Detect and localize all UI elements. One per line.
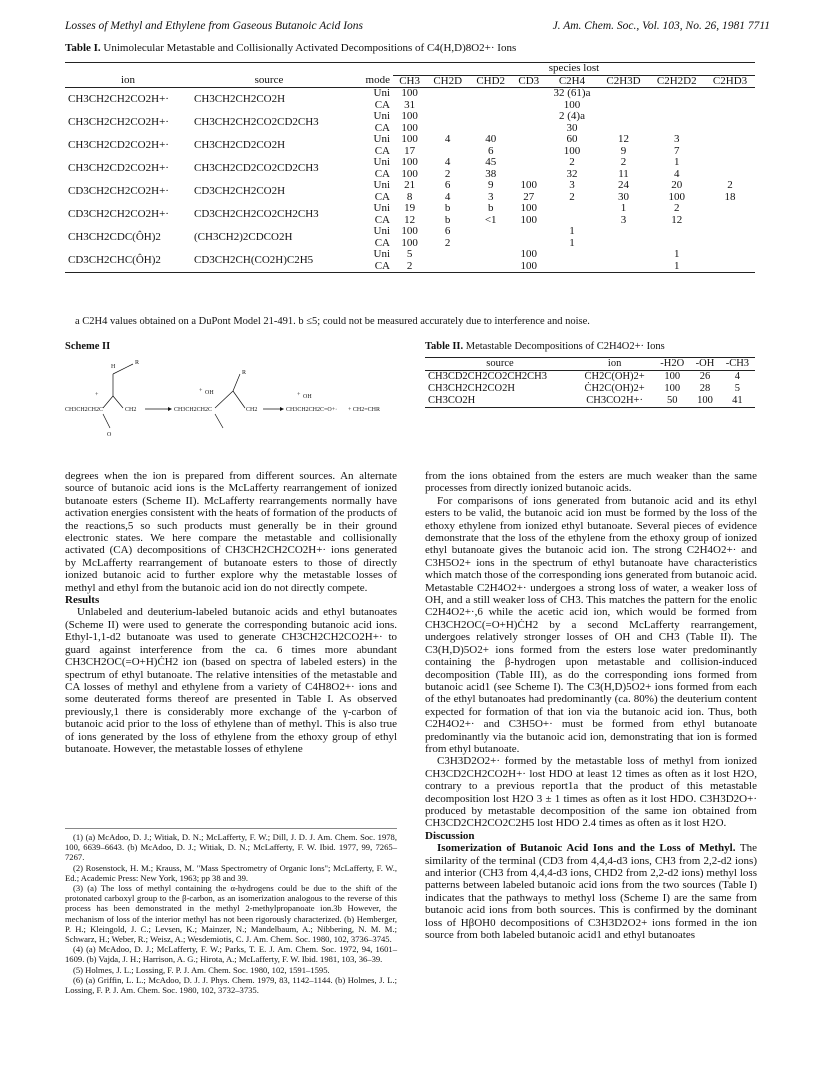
reference-item: (5) Holmes, J. L.; Lossing, F. P. J. Am. Chem. Soc. 1980, 102, 1591–1595. — [73, 964, 330, 975]
table-cell: 41 — [732, 395, 743, 406]
value-cell: 8 — [406, 190, 413, 203]
value-cell: 32 — [566, 167, 578, 180]
value-cell: b — [444, 202, 451, 214]
value-cell: 38 — [485, 167, 497, 180]
value-cell — [705, 123, 755, 135]
value-cell: 9 — [620, 144, 627, 157]
source-cell: CH3CH2CD2CO2H — [194, 138, 286, 151]
table-row — [425, 395, 755, 408]
source-cell: CD3CH2CH2CO2CH2CH3 — [194, 207, 319, 220]
value-cell: 27 — [523, 190, 535, 203]
value-cell: 100 — [401, 236, 418, 249]
table-cell: 28 — [699, 383, 711, 394]
value-cell: 21 — [404, 179, 416, 191]
results-paragraph: Unlabeled and deuterium-labeled butanoic acids and ethyl butanoates (Scheme II) were used to generate the corresponding butanoic acid ions. Ethyl-1,1-d2 butanoate was used to generate CH3CH2CH2CO2H+· to guard against interference from the ca. 6 times more abundant CH3CH2OC(=O+H)ĊH2 ion (based on spectra of labeled esters) in the spectrum of ethyl butanoate. The relative intensities of the metastable and CA losses of methyl and ethylene from a variety of C4H8O2+· ions and some deuterated forms thereof are presented in Table I. As observed previously,1 there is considerably more exchange of the γ-carbon of butanoic acid prior to the loss of ethylene than of methyl. This is also true of ions generated by the loss of ethylene from the ethoxy group of ethyl butanoate. However, the metastable losses of ethylene — [65, 606, 397, 755]
value-cell: 30 — [566, 121, 578, 134]
header-citation: J. Am. Chem. Soc., Vol. 103, No. 26, 1981 7711 — [552, 20, 770, 32]
value-cell — [599, 111, 649, 123]
value-cell: 32 (61)a — [553, 87, 591, 99]
ion-cell: CH3CH2CH2CO2H+· — [68, 92, 169, 105]
col-ion: ion — [120, 74, 136, 86]
body-paragraph: from the ions obtained from the esters are much weaker than the same processes from directly ionized butanoic acids. — [425, 470, 757, 495]
value-cell: 1 — [569, 236, 575, 249]
mode-cell: Uni — [373, 225, 390, 237]
source-cell: CD3CH2CH(CO2H)C2H5 — [194, 253, 314, 266]
species-column-header: CH3 — [399, 74, 420, 87]
value-cell — [469, 226, 512, 238]
value-cell: 1 — [674, 248, 680, 260]
value-cell — [469, 88, 512, 100]
value-cell: 100 — [520, 259, 538, 272]
t2-col-source: source — [486, 358, 514, 369]
mode-cell: Uni — [373, 133, 390, 145]
value-cell: 100 — [520, 213, 538, 226]
value-cell — [648, 100, 705, 112]
intro-paragraph: degrees when the ion is prepared from different sources. An alternate source of butanoic acid ions is the McLafferty rearrangement of ionized butanoate esters (Scheme II). McLafferty rearrangements normally have activation energies consistent with the heats of formation of the products of the reactions,5 so such products must generally be in their ground electronic states. We here compare the metastable and collisionally activated (CA) decompositions of CH3CH2CH2CO2H+· ions generated by McLafferty rearrangement of butanoate esters to those of directly ionized butanoic acid to further explore why the metastable losses of methyl and ethyl from the butanoic acid ion do not directly compete. — [65, 470, 397, 594]
value-cell: 100 — [563, 98, 581, 111]
results-heading: Results — [65, 594, 100, 607]
table-row — [65, 88, 755, 100]
value-cell: 100 — [520, 248, 538, 260]
table2-caption-text: Metastable Decompositions of C2H4O2+· Ions — [465, 341, 665, 352]
running-header — [65, 20, 770, 36]
value-cell: 18 — [724, 190, 736, 203]
mode-cell: CA — [374, 98, 390, 111]
value-cell: 100 — [401, 225, 418, 237]
discussion-paragraph — [425, 842, 757, 941]
value-cell: 6 — [444, 179, 451, 191]
ion-cell: CH3CH2CD2CO2H+· — [68, 138, 169, 151]
scheme-label: CH3CH2CH2C — [174, 407, 213, 413]
value-cell: 6 — [444, 225, 451, 237]
table-row — [65, 111, 755, 123]
value-cell — [599, 249, 649, 261]
value-cell — [705, 261, 755, 273]
value-cell: 3 — [674, 133, 680, 145]
scheme-label: + — [297, 392, 301, 398]
references — [65, 828, 397, 995]
table-cell: 100 — [664, 371, 681, 382]
reference-item: (3) (a) The loss of methyl containing the α-hydrogens could be due to the shift of the protonated carboxyl group to the β-carbon, as an isomerization analogous to the reverse of this process has been demonstrated in the methyl 2-methylpropanoate ion.3b However, the mechanism of loss of the interior methyl has not been rigorously characterized. (b) Hemberger, P. H.; Kleingold, J. C.; Levsen, K.; Mainzer, N.; Mandelbaum, A.; Nibbering, N. M. M.; Schwarz, H.; Weber, R.; Weisz, A.; Wesdemiotis, C. J. Am. Chem. Soc. 1980, 102, 3736–3745. — [65, 883, 397, 945]
t2-col-ch3: -CH3 — [725, 358, 750, 369]
value-cell: 40 — [485, 133, 497, 145]
mode-cell: CA — [374, 167, 390, 180]
value-cell: 1 — [569, 225, 575, 237]
value-cell: 6 — [487, 144, 494, 157]
species-column-header: C2H4 — [558, 74, 586, 87]
value-cell — [648, 226, 705, 238]
value-cell: 1 — [674, 259, 680, 272]
value-cell: 3 — [620, 213, 627, 226]
ion-cell: CD3CH2CH2CO2H+· — [68, 207, 169, 220]
scheme-label: R — [135, 360, 140, 366]
scheme-label: OH — [205, 390, 214, 396]
table-cell: 26 — [699, 371, 711, 382]
table-cell: 50 — [667, 395, 678, 406]
source-cell: CH3CH2CH2CO2H — [194, 92, 286, 105]
value-cell: 100 — [563, 144, 581, 157]
table-row — [65, 203, 755, 215]
value-cell: 100 — [668, 190, 686, 203]
table-cell: ĊH2C(OH)2+ — [584, 383, 645, 394]
value-cell: 100 — [401, 156, 418, 168]
value-cell: 4 — [444, 156, 451, 168]
mode-cell: Uni — [373, 156, 390, 168]
mode-cell: Uni — [373, 110, 390, 122]
mode-cell: Uni — [373, 202, 390, 214]
ion-cell: CH3CH2CH2CO2H+· — [68, 115, 169, 128]
value-cell — [648, 88, 705, 100]
scheme-label: + — [199, 388, 203, 394]
species-column-header: CHD2 — [476, 74, 506, 87]
table-cell: CH3CO2H+· — [586, 395, 643, 406]
value-cell: 1 — [674, 156, 680, 168]
value-cell — [545, 261, 598, 273]
value-cell: 3 — [487, 190, 494, 203]
value-cell: 4 — [674, 167, 680, 180]
reference-item: (1) (a) McAdoo, D. J.; Witiak, D. N.; McLafferty, F. W.; Dill, J. D. J. Am. Chem. Soc. 1978, 100, 6639–6643. (b) McAdoo, D. J.; Witiak, D. N.; McLafferty, F. W. Ibid. 1977, 99, 7265–7267. — [65, 832, 397, 863]
table-cell: CH3CO2H — [428, 395, 476, 406]
t2-col-ion: ion — [607, 358, 622, 369]
value-cell — [512, 88, 545, 100]
source-cell: (CH3CH2)2CDCO2H — [194, 230, 293, 243]
mode-cell: CA — [374, 190, 390, 203]
ion-cell: CD3CH2CHC(ÔH)2 — [68, 253, 161, 266]
scheme-caption: Scheme II — [65, 341, 111, 352]
ion-cell: CH3CH2CD2CO2H+· — [68, 161, 169, 174]
value-cell — [469, 111, 512, 123]
value-cell — [599, 238, 649, 250]
value-cell — [599, 226, 649, 238]
mode-cell: Uni — [373, 248, 390, 260]
scheme-label: + — [95, 392, 99, 398]
value-cell — [426, 100, 469, 112]
value-cell: 4 — [444, 133, 451, 145]
value-cell — [599, 100, 649, 112]
species-column-header: CD3 — [518, 74, 540, 87]
scheme-ii-diagram — [65, 356, 395, 456]
scheme-label: + CH2=CHR — [348, 407, 380, 413]
value-cell — [426, 88, 469, 100]
value-cell — [705, 238, 755, 250]
ion-cell: CD3CH2CH2CO2H+· — [68, 184, 169, 197]
table-row — [65, 134, 755, 146]
table-cell: CH3CD2CH2CO2CH2CH3 — [428, 371, 548, 382]
species-column-header: C2H2D2 — [656, 74, 697, 87]
table-row — [65, 157, 755, 169]
value-cell: 30 — [618, 190, 630, 203]
value-cell: <1 — [484, 213, 497, 226]
table1-caption-text: Unimolecular Metastable and Collisionally Activated Decompositions of C4(H,D)8O2+· Ions — [103, 42, 517, 54]
value-cell — [512, 100, 545, 112]
discussion-heading: Discussion — [425, 829, 475, 842]
ion-cell: CH3CH2CDC(ÔH)2 — [68, 230, 161, 243]
value-cell: b — [444, 213, 451, 226]
header-title: Losses of Methyl and Ethylene from Gaseous Butanoic Acid Ions — [65, 20, 364, 32]
col-mode: mode — [365, 74, 390, 86]
mode-cell: CA — [374, 144, 390, 157]
scheme-label: CH2 — [125, 407, 137, 413]
mode-cell: CA — [374, 121, 390, 134]
species-column-header: C2H3D — [606, 74, 641, 87]
table-cell: ĊH2C(OH)2+ — [584, 371, 645, 382]
value-cell: 20 — [671, 179, 683, 191]
value-cell: 12 — [618, 133, 630, 145]
value-cell — [648, 111, 705, 123]
value-cell — [469, 249, 512, 261]
value-cell: 100 — [401, 121, 418, 134]
value-cell: 7 — [674, 144, 680, 157]
table-cell: CH3CH2CH2CO2H — [428, 383, 515, 394]
value-cell: 2 (4)a — [559, 110, 585, 122]
discussion-subheading: Isomerization of Butanoic Acid Ions and the Loss of Methyl. — [437, 842, 736, 855]
left-column-text — [65, 470, 397, 755]
value-cell: 100 — [401, 110, 418, 122]
value-cell — [705, 203, 755, 215]
scheme-label: O — [107, 432, 112, 438]
value-cell — [705, 249, 755, 261]
value-cell — [705, 134, 755, 146]
value-cell: 2 — [727, 179, 733, 191]
mode-cell: CA — [374, 236, 390, 249]
table-row — [65, 180, 755, 192]
value-cell — [426, 111, 469, 123]
value-cell — [599, 88, 649, 100]
table1 — [65, 62, 755, 273]
mode-cell: CA — [374, 213, 390, 226]
value-cell — [426, 249, 469, 261]
value-cell: 2 — [569, 190, 575, 203]
reference-item: (4) (a) McAdoo, D. J.; McLafferty, F. W.; Parks, T. E. J. Am. Chem. Soc. 1972, 94, 1601–1609. (b) Vajda, J. H.; Harrison, A. G.; Hirota, A.; McLafferty, F. W. Ibid. 1981, 103, 36–39. — [65, 944, 397, 965]
scheme-label: CH3CH2CH2C — [65, 407, 104, 413]
value-cell — [469, 100, 512, 112]
value-cell: 100 — [401, 87, 418, 99]
value-cell: 100 — [520, 179, 538, 191]
table-cell: 100 — [664, 383, 681, 394]
value-cell: 2 — [674, 202, 680, 214]
value-cell — [512, 111, 545, 123]
value-cell — [469, 238, 512, 250]
source-cell: CH3CH2CH2CO2CD2CH3 — [194, 115, 319, 128]
value-cell: 4 — [444, 190, 451, 203]
table2-caption — [425, 341, 665, 352]
table1-footnote: a C2H4 values obtained on a DuPont Model 21-491. b ≤5; could not be measured accurately due to interference and noise. — [75, 316, 590, 327]
species-column-header: C2HD3 — [712, 74, 748, 87]
value-cell — [512, 134, 545, 146]
value-cell — [705, 111, 755, 123]
value-cell: 2 — [406, 259, 413, 272]
value-cell: 12 — [671, 213, 683, 226]
table-row — [425, 383, 755, 395]
value-cell — [599, 261, 649, 273]
scheme-label: H — [111, 364, 116, 370]
value-cell: 60 — [566, 133, 578, 145]
table2 — [425, 357, 755, 408]
body-paragraph: For comparisons of ions generated from butanoic acid and its ethyl esters to be valid, the butanoic acid ion must be formed by the loss of the ethoxy ethylene from ionized ethyl butanoate. Several pieces of evidence demonstrate that the loss of the ethylene from the ethoxy group of ionized ethyl butanoate gives the butanoic acid ion. The strong C2H4O2+· and C3H5O2+ ions in the spectrum of ethyl butanoate have characteristics which match those of the corresponding ions generated from butanoic acid. Metastable C2H4O2+· undergoes a strong loss of water, a weaker loss of OH, and a still weaker loss of CH3. This matches the pattern for the enolic C2H4O2+·,6 while the acetic acid ion, which would be formed from CH3CH2OC(=O+H)ĊH2 by a second McLafferty rearrangement, undergoes relatively stronger losses of OH and CH3 (Table II). The C3(H,D)5O2+ ions formed from the esters lose water predominantly containing the β-hydrogen upon metastable and collision-induced decomposition (Table III), as do the corresponding ions formed from butanoic acid1 (see Scheme I). The C3(H,D)5O2+ ions formed from each of the ethyl butanoates had predominantly (ca. 80%) the deuterium content expected for formation of that ion via the butanoic acid ion. Thus, both C2H4O2+· and C3H5O+· must be formed from ethyl butanoate predominantly via the butanoic acid ion, demonstrating that ion is formed from ethyl butanoate. — [425, 494, 757, 755]
value-cell: 1 — [620, 202, 627, 214]
table-cell: 5 — [734, 383, 740, 394]
mode-cell: Uni — [373, 179, 390, 191]
table1-caption — [65, 42, 516, 54]
t2-col-h2o: -H2O — [660, 358, 685, 369]
value-cell: 24 — [618, 179, 630, 191]
source-cell: CD3CH2CH2CO2H — [194, 184, 286, 197]
table2-label: Table II. — [425, 341, 464, 352]
value-cell: 9 — [487, 179, 494, 191]
table-row — [65, 226, 755, 238]
value-cell: 19 — [404, 202, 416, 214]
value-cell: 17 — [404, 144, 416, 157]
table-row — [65, 249, 755, 261]
value-cell: 11 — [618, 167, 629, 180]
value-cell: 100 — [520, 202, 538, 214]
value-cell — [545, 203, 598, 215]
value-cell: b — [487, 202, 494, 214]
value-cell — [426, 261, 469, 273]
value-cell — [705, 157, 755, 169]
value-cell: 2 — [620, 156, 627, 168]
value-cell: 31 — [404, 98, 416, 111]
value-cell — [512, 123, 545, 135]
value-cell: 2 — [444, 236, 451, 249]
value-cell — [545, 249, 598, 261]
table1-label: Table I. — [65, 42, 101, 54]
value-cell: 100 — [401, 133, 418, 145]
body-paragraph: C3H3D2O2+· formed by the metastable loss of methyl from ionized CH3CD2CH2CO2H+· lost HDO at least 12 times as often as it lost H2O, contrary to a previous report1a that the product of this metastable decomposition lost H2O 3 ± 1 times as often as it lost HDO. C3H3D2O+· produced by metastable decomposition of the same ion obtained from CH3CD2CH2CO2C2H5 lost HDO 2.4 times as often as it lost H2O. — [425, 755, 757, 830]
col-source: source — [254, 74, 284, 86]
value-cell — [512, 157, 545, 169]
t2-col-oh: -OH — [695, 358, 715, 369]
value-cell — [705, 146, 755, 158]
value-cell — [469, 261, 512, 273]
table-row — [425, 371, 755, 384]
value-cell: 12 — [404, 213, 416, 226]
value-cell — [512, 226, 545, 238]
value-cell — [705, 88, 755, 100]
value-cell: 2 — [444, 167, 451, 180]
table-cell: 4 — [734, 371, 740, 382]
mode-cell: Uni — [373, 87, 390, 99]
value-cell: 45 — [485, 156, 497, 168]
value-cell: 5 — [406, 248, 413, 260]
value-cell: 3 — [569, 179, 575, 191]
value-cell: 100 — [401, 167, 418, 180]
value-cell — [705, 100, 755, 112]
species-lost-header: species lost — [393, 63, 755, 76]
reference-item: (6) (a) Griffin, L. L.; McAdoo, D. J. J. Phys. Chem. 1979, 83, 1142–1144. (b) Holmes, J. L.; Lossing, F. P. J. Am. Chem. Soc. 1980, 102, 3732–3735. — [65, 974, 397, 996]
source-cell: CH3CH2CD2CO2CD2CH3 — [194, 161, 319, 174]
mode-cell: CA — [374, 259, 390, 272]
scheme-label: OH — [303, 394, 312, 400]
scheme-label: CH3CH2CH2C=O+· — [286, 407, 338, 413]
discussion-text: The similarity of the terminal (CD3 from 4,4,4-d3 ions, CH3 from 2,2-d2 ions) and interior (CH3 from 4,4,4-d3 ions, CHD2 from 2,2-d2 ions) methyl loss patterns between labeled butanoic acid ions from the two sources (Table I) indicates that the pathways to methyl loss (Scheme I) are the same from butanoic acid ions from both sources. This is confirmed by the dominant loss of HβOH0 decompositions of C3H3D2O2+ ions formed in the ion source from both labeled butanoic acid1 and ethyl butanoates — [425, 842, 757, 942]
table-cell: 100 — [697, 395, 713, 406]
value-cell — [705, 226, 755, 238]
species-column-header: CH2D — [433, 74, 463, 87]
scheme-label: CH2 — [246, 407, 258, 413]
value-cell: 2 — [569, 156, 575, 168]
scheme-label: R — [242, 370, 247, 376]
right-column-text — [425, 470, 757, 941]
value-cell — [705, 215, 755, 227]
reference-item: (2) Rosenstock, H. M.; Krauss, M. "Mass Spectrometry of Organic Ions"; McLafferty, F. W., Ed.; Academic Press: New York, 1963; pp 38 and 39. — [65, 862, 397, 883]
value-cell — [512, 146, 545, 158]
